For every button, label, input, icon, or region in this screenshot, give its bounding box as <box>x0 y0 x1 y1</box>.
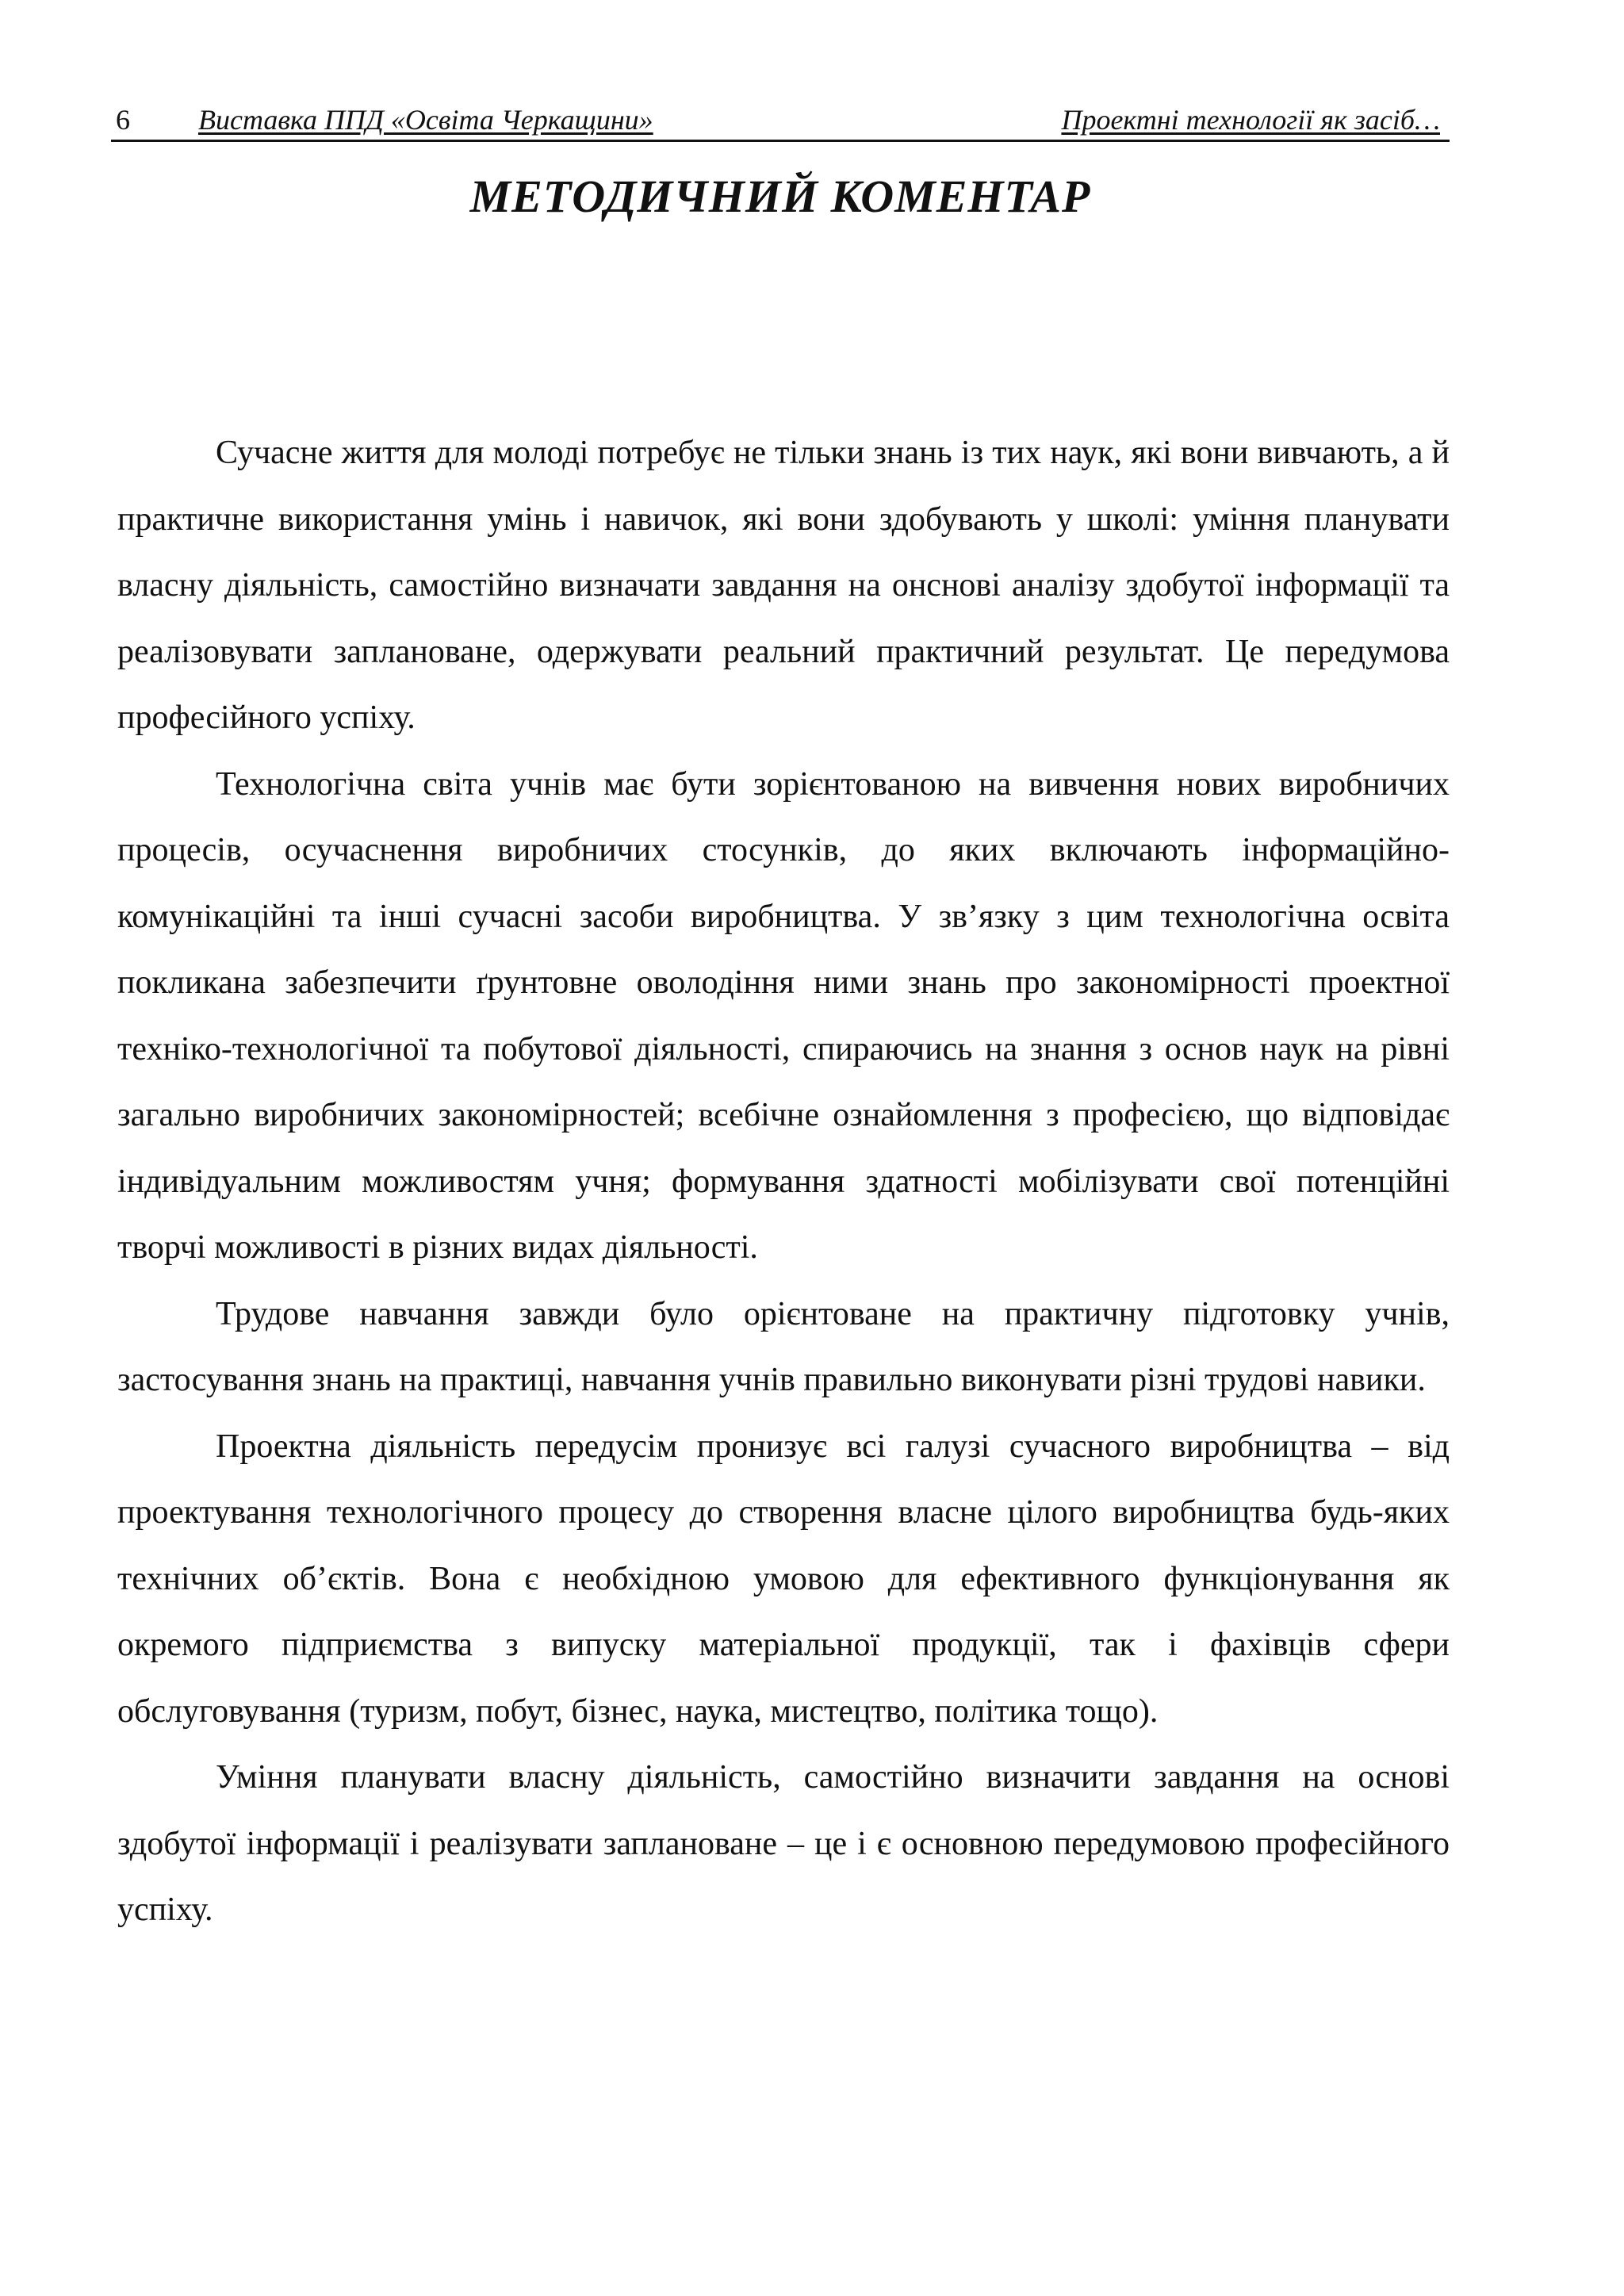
body-text <box>117 420 1450 1944</box>
page-number: 6 <box>116 104 130 136</box>
paragraph-2: Технологічна світа учнів має бути зорієнтованою на вивчення нових виробничих процесів, осучаснення виробничих стосунків, до яких включають інформаційно-комунікаційні та інші сучасні засоби виробництва. У зв’язку з цим технологічна освіта покликана забезпечити ґрунтовне оволодіння ними знань про закономірності проектної техніко-технологічної та побутової діяльності, спираючись на знання з основ наук на рівні загально виробничих закономірностей; всебічне ознайомлення з професією, що відповідає індивідуальним можливостям учня; формування здатності мобілізувати свої потенційні творчі можливості в різних видах діяльності. <box>117 765 1450 1266</box>
paragraph-5: Уміння планувати власну діяльність, самостійно визначити завдання на основі здобутої інформації і реалізувати заплановане – це і є основною передумовою професійного успіху. <box>117 1759 1450 1928</box>
header-section-title: Проектні технології як засіб… <box>1061 104 1440 136</box>
paragraph-3: Трудове навчання завжди було орієнтоване на практичну підготовку учнів, застосування знань на практиці, навчання учнів правильно виконувати різні трудові навики. <box>117 1295 1450 1398</box>
paragraph-1: Сучасне життя для молоді потребує не тільки знань із тих наук, які вони вивчають, а й практичне використання умінь і навичок, які вони здобувають у школі: уміння планувати власну діяльність, самостійно визначати завдання на онснові аналізу здобутої інформації та реалізовувати заплановане, одержувати реальний практичний результат. Це передумова професійного успіху. <box>117 435 1450 736</box>
paragraph-4: Проектна діяльність передусім пронизує всі галузі сучасного виробництва – від проектування технологічного процесу до створення власне цілого виробництва будь-яких технічних об’єктів. Вона є необхідною умовою для ефективного функціонування як окремого підприємства з випуску матеріальної продукції, так і фахівців сфери обслуговування (туризм, побут, бізнес, наука, мистецтво, політика тощо). <box>117 1428 1450 1730</box>
page-title: МЕТОДИЧНИЙ КОМЕНТАР <box>469 171 1091 222</box>
running-header <box>111 94 1450 142</box>
header-publication-title: Виставка ППД «Освіта Черкащини» <box>198 104 653 136</box>
